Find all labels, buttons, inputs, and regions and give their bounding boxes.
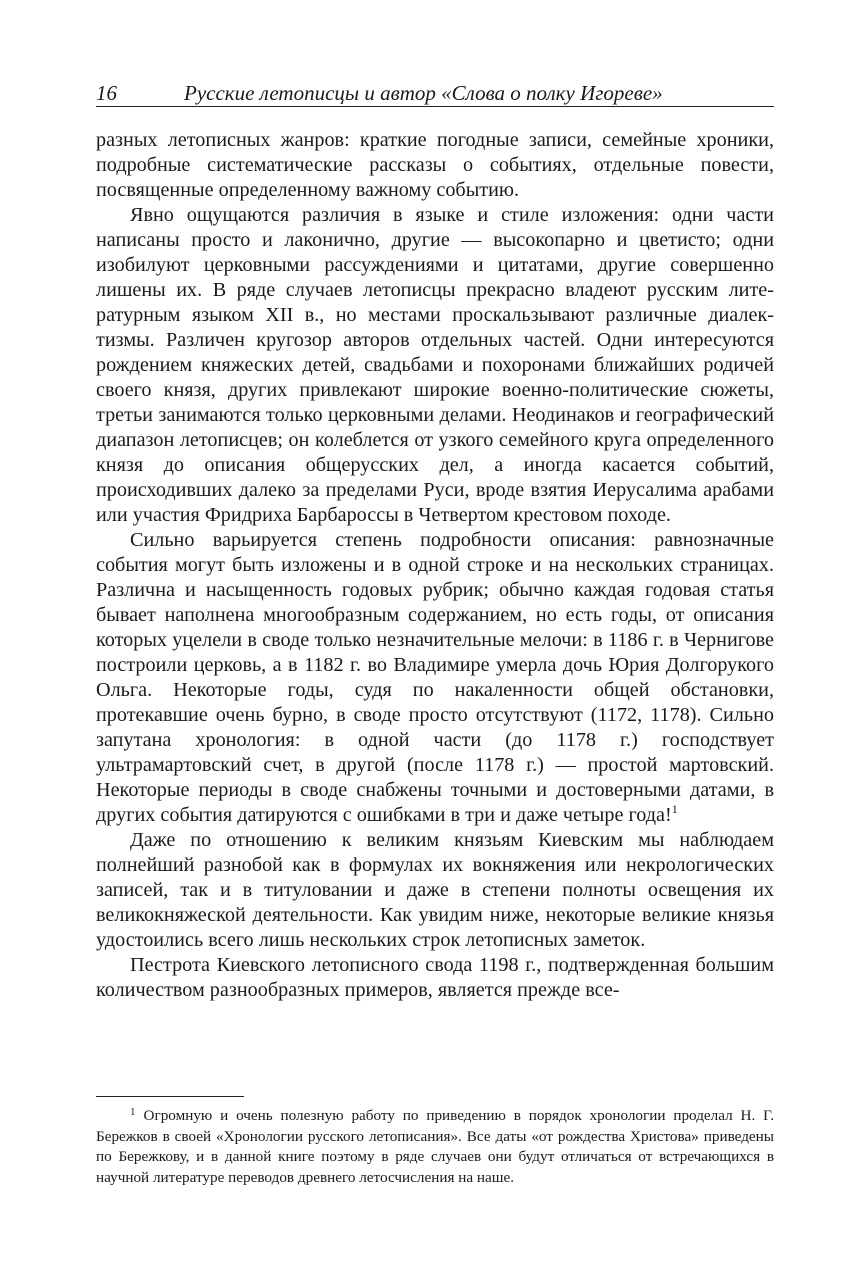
paragraph-3-text: Сильно варьируется степень подробности описания: равнозначные события могут быть изложены и в одной строке и на нескольких страницах. Различна и насыщенность годовых рубрик; обычно каждая годовая статья бывает наполнена многообразным содержанием, но есть годы, от описания которых уцелели в своде только незначительные мелочи: в 1186 г. в Чернигове построили церковь, а в 1182 г. во Владимире умерла дочь Юрия Долгорукого Ольга. Некоторые годы, судя по накаленности общей обстановки, протекавшие очень бурно, в своде просто отсутствуют (1172, 1178). Сильно запутана хронология: в одной части (до 1178 г.) господствует ультрамартовский счет, в другой (после 1178 г.) — простой мартовский. Некоторые периоды в своде снабжены точными и достоверными датами, в других события датируются с ошибками в три и даже четыре года!	[96, 529, 774, 826]
paragraph-5: Пестрота Киевского летописного свода 1198 г., подтвержденная большим количеством разнообразных примеров, является прежде все-	[96, 954, 774, 1001]
running-title: Русские летописцы и автор «Слова о полку Игореве»	[184, 81, 663, 105]
paragraph-4: Даже по отношению к великим князьям Киевским мы наблюдаем полнейший разнобой как в формулах их вокняжения или некрологических записей, так и в титуловании и даже в степени полноты освещения их великокняжеской деятельности. Как увидим ниже, некоторые великие князья удостоились всего лишь нескольких строк летописных заметок.	[96, 829, 774, 951]
footnote-marker: 1	[130, 1106, 136, 1118]
page-number: 16	[96, 81, 117, 105]
footnote-text: Огромную и очень полезную работу по приведению в порядок хронологии проделал Н. Г. Бережков в своей «Хронологии русского летописания». Все даты «от рождества Христова» приведены по Бережкову, и в данной книге поэтому в ряде случаев они будут отличаться от встречающихся в научной литературе переводов древнего летосчисления на наше.	[96, 1107, 774, 1186]
paragraph-3	[96, 528, 774, 828]
paragraph-2: Явно ощущаются различия в языке и стиле изложения: одни части написаны просто и лаконично, другие — высокопарно и цветисто; одни изобилуют церковными рассуждениями и цитатами, другие совершенно лишены их. В ряде случаев летописцы прекрасно владеют русским литературным языком XII в., но местами проскальзывают различные диалектизмы. Различен кругозор авторов отдельных частей. Одни интересуются рождением княжеских детей, свадьбами и похоронами ближайших родичей своего князя, других привлекают широкие военно-политические сюжеты, третьи занимаются только церковными делами. Неодинаков и географический диапазон летописцев; он колеблется от узкого семейного круга определенного князя до описания общерусских дел, а иногда касается событий, происходивших далеко за пределами Руси, вроде взятия Иерусалима арабами или участия Фридриха Барбароссы в Четвертом крестовом походе.	[96, 204, 774, 526]
footnote-rule	[96, 1096, 244, 1097]
main-text	[96, 128, 774, 1003]
paragraph-1: разных летописных жанров: краткие погодные записи, семейные хроники, подробные систематические рассказы о событиях, отдельные повести, посвященные определенному важному событию.	[96, 129, 774, 201]
running-head	[96, 80, 774, 107]
footnote-reference[interactable]: 1	[671, 802, 678, 816]
footnote	[96, 1102, 774, 1188]
